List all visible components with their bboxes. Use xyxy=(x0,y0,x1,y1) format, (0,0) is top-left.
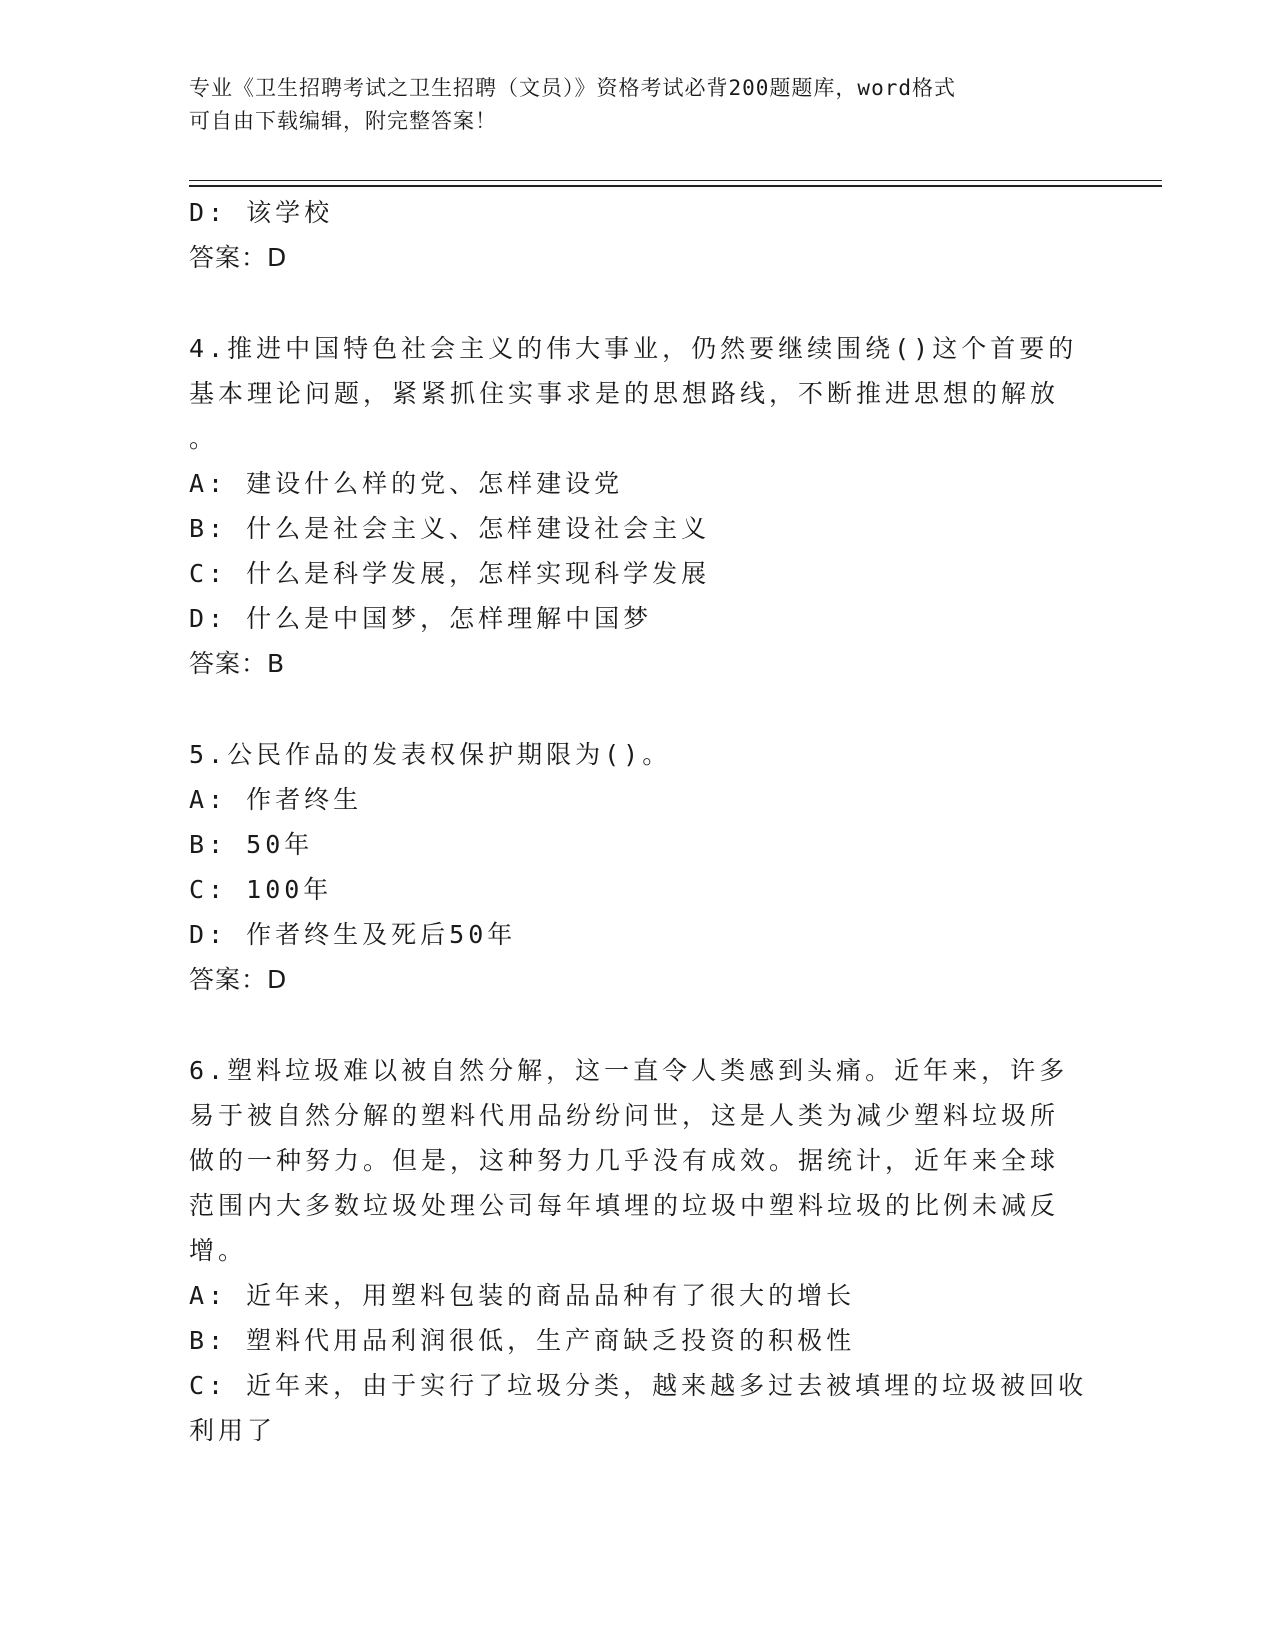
q6-option-b: B: 塑料代用品利润很低，生产商缺乏投资的积极性 xyxy=(189,1326,856,1355)
question-6 xyxy=(189,1048,1089,1453)
q5-option-b: B: 50年 xyxy=(189,830,314,859)
q4-option-b: B: 什么是社会主义、怎样建设社会主义 xyxy=(189,514,711,543)
q5-option-a: A: 作者终生 xyxy=(189,785,363,814)
prev-option-d: D: 该学校 xyxy=(189,198,334,227)
page-header xyxy=(189,72,1069,138)
q6-stem-line-4: 范围内大多数垃圾处理公司每年填埋的垃圾中塑料垃圾的比例未减反 xyxy=(189,1191,1060,1220)
question-5 xyxy=(189,732,1089,1002)
header-title-line-1: 专业《卫生招聘考试之卫生招聘（文员）》资格考试必背200题题库，word格式 xyxy=(189,76,956,100)
q6-stem-line-2: 易于被自然分解的塑料代用品纷纷问世，这是人类为减少塑料垃圾所 xyxy=(189,1101,1060,1130)
q4-option-a: A: 建设什么样的党、怎样建设党 xyxy=(189,469,624,498)
q4-option-c: C: 什么是科学发展，怎样实现科学发展 xyxy=(189,559,711,588)
spacer xyxy=(189,686,1089,732)
q6-stem-line-3: 做的一种努力。但是，这种努力几乎没有成效。据统计，近年来全球 xyxy=(189,1146,1060,1175)
header-divider-thin xyxy=(189,180,1162,181)
q4-answer: 答案：B xyxy=(189,649,286,678)
q5-answer: 答案：D xyxy=(189,965,288,994)
spacer xyxy=(189,1002,1089,1048)
header-title-line-2: 可自由下载编辑，附完整答案！ xyxy=(189,109,497,133)
q4-option-d: D: 什么是中国梦，怎样理解中国梦 xyxy=(189,604,653,633)
q5-option-d: D: 作者终生及死后50年 xyxy=(189,920,517,949)
q5-stem-line-1: 5.公民作品的发表权保护期限为()。 xyxy=(189,740,672,769)
q6-option-c-line-2: 利用了 xyxy=(189,1416,277,1445)
q6-stem-line-5: 增。 xyxy=(189,1236,248,1265)
question-4 xyxy=(189,326,1089,686)
q6-option-a: A: 近年来，用塑料包装的商品品种有了很大的增长 xyxy=(189,1281,856,1310)
q4-stem-line-3: 。 xyxy=(189,424,219,453)
prev-answer: 答案：D xyxy=(189,243,288,272)
q4-stem-line-2: 基本理论问题，紧紧抓住实事求是的思想路线，不断推进思想的解放 xyxy=(189,379,1060,408)
q6-stem-line-1: 6.塑料垃圾难以被自然分解，这一直令人类感到头痛。近年来，许多 xyxy=(189,1056,1069,1085)
spacer xyxy=(189,280,1089,326)
q6-option-c-line-1: C: 近年来，由于实行了垃圾分类，越来越多过去被填埋的垃圾被回收 xyxy=(189,1371,1088,1400)
q5-option-c: C: 100年 xyxy=(189,875,333,904)
header-divider-thick xyxy=(189,185,1162,187)
question-content xyxy=(189,190,1089,1453)
q4-stem-line-1: 4.推进中国特色社会主义的伟大事业，仍然要继续围绕()这个首要的 xyxy=(189,334,1078,363)
